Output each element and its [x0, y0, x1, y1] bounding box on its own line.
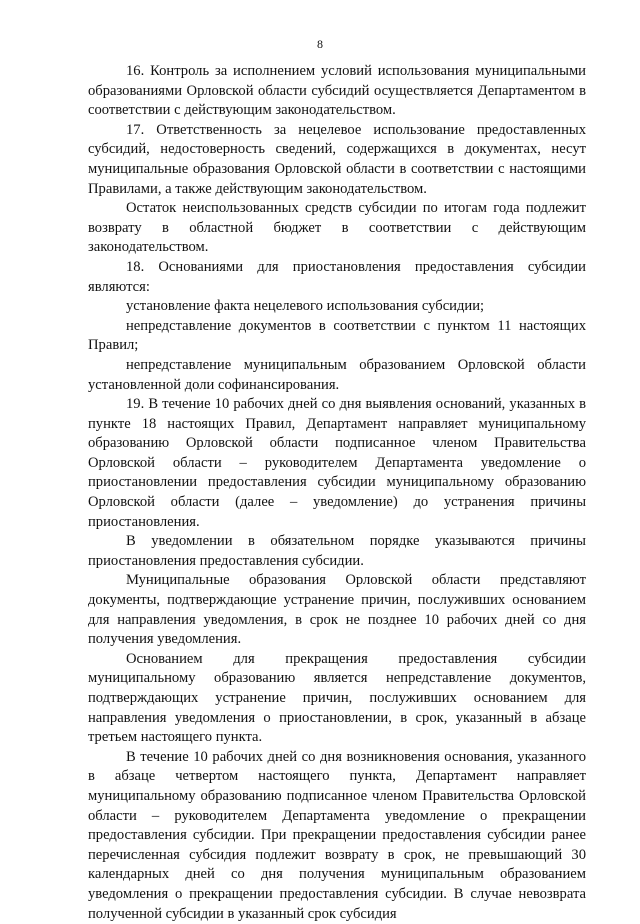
paragraph-16: 16. Контроль за исполнением условий использования муниципальными образованиями Орловской области субсидий осуществляется Департаментом в соответствии с действующим законодательством.: [88, 63, 586, 119]
paragraph-19-termination-basis: Основанием для прекращения предоставления субсидии муниципальному образованию является непредставление документов, подтверждающих устранение причин, послуживших основанием для направления уведомления о приостановлении, в срок, указанный в абзаце третьем настоящего пункта.: [88, 650, 586, 746]
paragraph-18-item-2: непредставление документов в соответствии с пунктом 11 настоящих Правил;: [88, 317, 586, 354]
paragraph-18: 18. Основаниями для приостановления предоставления субсидии являются:: [88, 258, 586, 295]
document-body: [88, 62, 586, 924]
paragraph-18-item-3: непредставление муниципальным образованием Орловской области установленной доли софинансирования.: [88, 356, 586, 393]
paragraph-unused-funds: Остаток неиспользованных средств субсидии по итогам года подлежит возврату в областной бюджет в соответствии с действующим законодательством.: [88, 200, 586, 256]
page-number: 8: [317, 37, 323, 51]
paragraph-19: 19. В течение 10 рабочих дней со дня выявления оснований, указанных в пункте 18 настоящих Правил, Департамент направляет муниципальному образованию Орловской области подписанное членом Правительства Орловской области – руководителем Департамента уведомление о приостановлении предоставления субсидии муниципальному образованию Орловской области (далее – уведомление) до устранения причины приостановления.: [88, 396, 586, 530]
paragraph-19-termination-notice: В течение 10 рабочих дней со дня возникновения основания, указанного в абзаце четвертом настоящего пункта, Департамент направляет муниципальному образованию подписанное членом Правительства Орловской области – руководителем Департамента уведомление о прекращении предоставления субсидии. При прекращении предоставления субсидии ранее перечисленная субсидия подлежит возврату в срок, не превышающий 30 календарных дней со дня получения муниципальным образованием уведомления о прекращении предоставления субсидии. В случае невозврата полученной субсидии в указанный срок субсидия: [88, 748, 586, 922]
paragraph-17: 17. Ответственность за нецелевое использование предоставленных субсидий, недостоверность сведений, содержащихся в документах, несут муниципальные образования Орловской области в соответствии с настоящими Правилами, а также действующим законодательством.: [88, 121, 586, 197]
paragraph-19-notice-content: В уведомлении в обязательном порядке указываются причины приостановления предоставления субсидии.: [88, 533, 586, 569]
paragraph-18-item-1: установление факта нецелевого использования субсидии;: [126, 298, 485, 315]
paragraph-19-documents: Муниципальные образования Орловской области представляют документы, подтверждающие устранение причин, послуживших основанием для направления уведомления, в срок не позднее 10 рабочих дней со дня получения уведомления.: [88, 572, 586, 648]
